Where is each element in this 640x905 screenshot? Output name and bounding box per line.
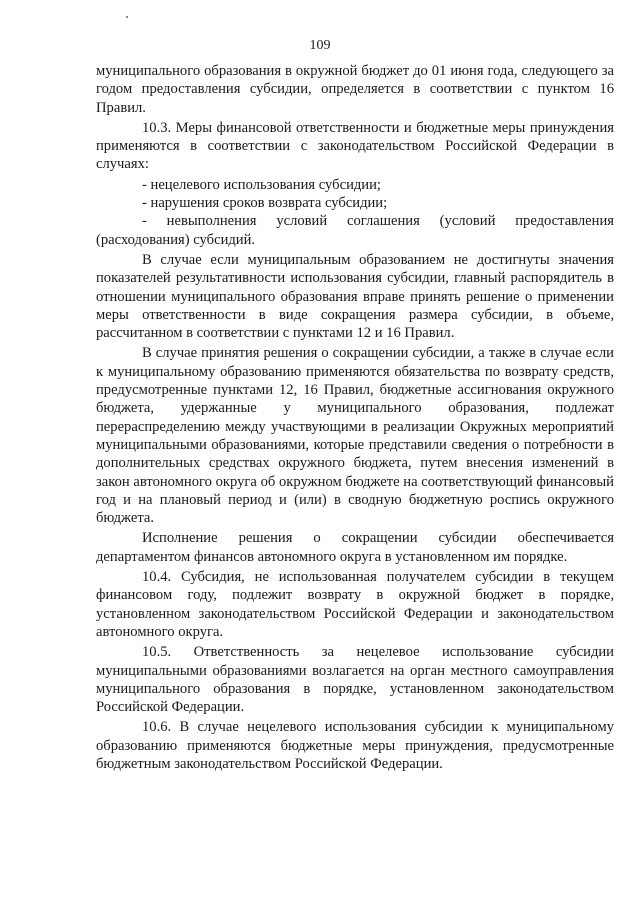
document-body — [96, 62, 614, 773]
paragraph-10-6: 10.6. В случае нецелевого использования субсидии к муниципальному образованию применяются бюджетные меры принуждения, предусмотренные бюджетным законодательством Российской Федерации. — [96, 719, 614, 772]
paragraph-continuation: муниципального образования в окружной бюджет до 01 июня года, следующего за годом предоставления субсидии, определяется в соответствии с пунктом 16 Правил. — [96, 63, 614, 116]
paragraph-performance-indicators: В случае если муниципальным образованием не достигнуты значения показателей результативности использования субсидии, главный распорядитель в отношении муниципального образования вправе принять решение о применении меры ответственности в виде сокращения размера субсидии, в объеме, рассчитанном в соответствии с пунктами 12 и 16 Правил. — [96, 251, 614, 342]
list-item-deadline-violation: - нарушения сроков возврата субсидии; — [142, 195, 388, 212]
paragraph-reduction-redistribution: В случае принятия решения о сокращении субсидии, а также в случае если к муниципальному образованию применяются обязательства по возврату средств, предусмотренные пунктами 12, 16 Правил, бюджетные ассигнования окружного бюджета, удержанные у муниципального образования, подлежат перераспределению между участвующими в реализации Окружных мероприятий муниципальными образованиями, которые представили сведения о потребности в дополнительных средствах окружного бюджета, путем внесения изменений в закон автономного округа об окружном бюджете на соответствующий финансовый год и на плановый период и (или) в сводную бюджетную роспись окружного бюджета. — [96, 345, 614, 527]
scan-speck — [126, 16, 128, 18]
paragraph-10-5: 10.5. Ответственность за нецелевое использование субсидии муниципальными образованиями возлагается на орган местного самоуправления муниципального образования в порядке, установленном законодательством Российской Федерации. — [96, 644, 614, 716]
list-item-nonfulfillment: - невыполнения условий соглашения (условий предоставления (расходования) субсидий. — [96, 213, 614, 248]
list-item-misuse: - нецелевого использования субсидии; — [142, 176, 381, 193]
paragraph-10-4: 10.4. Субсидия, не использованная получателем субсидии в текущем финансовом году, подлежит возврату в окружной бюджет в порядке, установленном законодательством Российской Федерации и законодательством автономного округа. — [96, 569, 614, 640]
paragraph-10-3: 10.3. Меры финансовой ответственности и бюджетные меры принуждения применяются в соответствии с законодательством Российской Федерации в случаях: — [96, 119, 614, 173]
paragraph-execution: Исполнение решения о сокращении субсидии обеспечивается департаментом финансов автономного округа в установленном им порядке. — [96, 530, 614, 565]
page-number: 109 — [309, 38, 331, 53]
